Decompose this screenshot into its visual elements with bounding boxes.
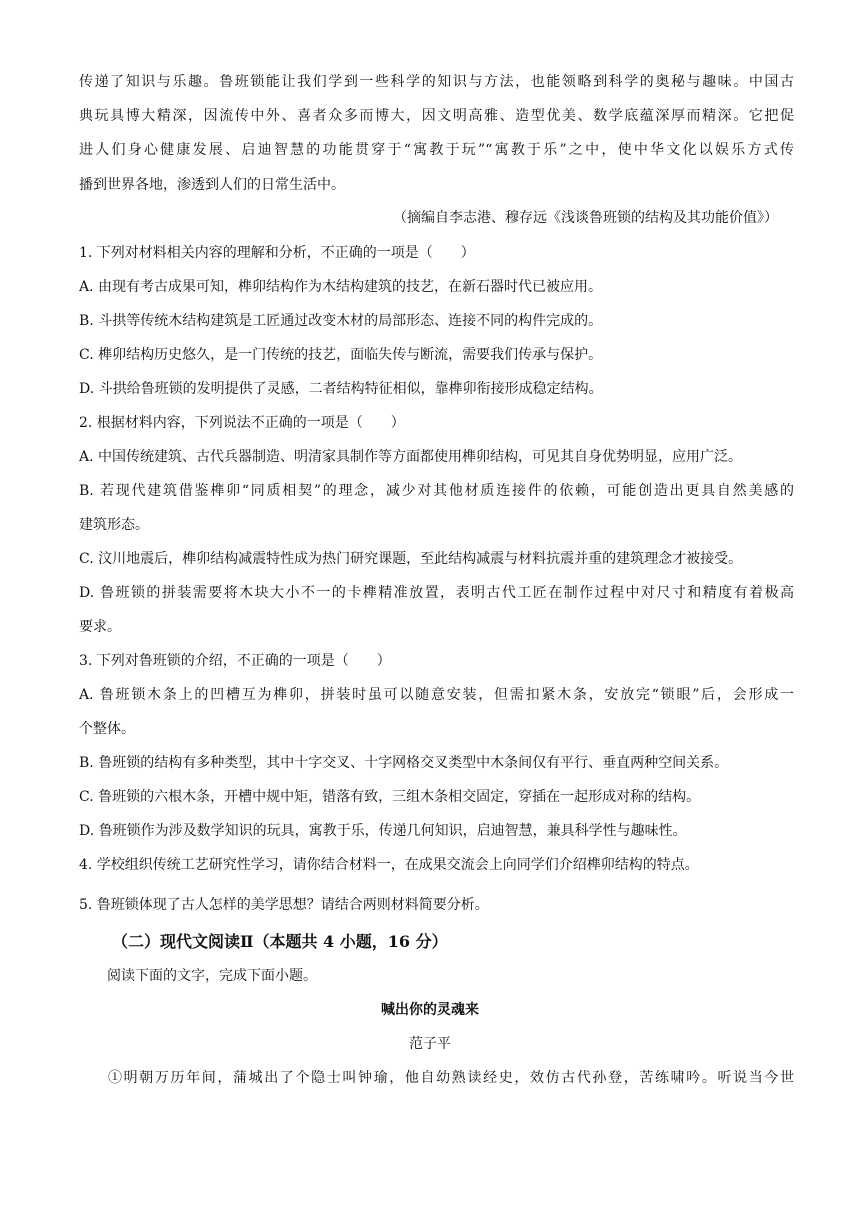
passage-line-3: 进人们身心健康发展、启迪智慧的功能贯穿于“寓教于玩”“寓教于乐”之中，使中华文化以娱乐方式传 — [79, 142, 794, 158]
question-1-option-d: D. 斗拱给鲁班锁的发明提供了灵感，二者结构特征相似，靠榫卯衔接形成稳定结构。 — [79, 381, 603, 397]
question-2-option-d-line-2: 要求。 — [79, 619, 121, 635]
question-3-option-d: D. 鲁班锁作为涉及数学知识的玩具，寓教于乐，传递几何知识，启迪智慧，兼具科学性与趣味性。 — [79, 823, 687, 839]
question-2-option-d-line-1: D. 鲁班锁的拼装需要将木块大小不一的卡榫精准放置，表明古代工匠在制作过程中对尺寸和精度有着极高 — [79, 585, 794, 601]
essay-author: 范子平 — [409, 1036, 451, 1052]
question-3-option-a-line-2: 个整体。 — [79, 721, 135, 737]
question-4: 4. 学校组织传统工艺研究性学习，请你结合材料一，在成果交流会上向同学们介绍榫卯结构的特点。 — [79, 857, 699, 873]
source-citation: （摘编自李志港、穆存远《浅谈鲁班锁的结构及其功能价值》） — [393, 210, 778, 226]
passage-line-2: 典玩具博大精深，因流传中外、喜者众多而博大，因文明高雅、造型优美、数学底蕴深厚而精深。它把促 — [79, 108, 794, 124]
question-2-option-b-line-2: 建筑形态。 — [79, 517, 149, 533]
question-2-option-c: C. 汶川地震后，榫卯结构减震特性成为热门研究课题，至此结构减震与材料抗震并重的建筑理念才被接受。 — [79, 551, 743, 567]
question-5: 5. 鲁班锁体现了古人怎样的美学思想？请结合两则材料简要分析。 — [79, 897, 489, 913]
question-1-option-a: A. 由现有考古成果可知，榫卯结构作为木结构建筑的技艺，在新石器时代已被应用。 — [79, 279, 603, 295]
passage-line-1: 传递了知识与乐趣。鲁班锁能让我们学到一些科学的知识与方法，也能领略到科学的奥秘与趣味。中国古 — [79, 74, 794, 90]
essay-title: 喊出你的灵魂来 — [381, 1002, 479, 1018]
question-3: 3. 下列对鲁班锁的介绍，不正确的一项是（ ） — [79, 653, 391, 669]
question-3-option-a-line-1: A. 鲁班锁木条上的凹槽互为榫卯，拼装时虽可以随意安装，但需扣紧木条，安放完“锁眼”后，会形成一 — [79, 687, 794, 703]
section-instruction: 阅读下面的文字，完成下面小题。 — [107, 968, 317, 984]
question-3-option-c: C. 鲁班锁的六根木条，开槽中规中矩，错落有致，三组木条相交固定，穿插在一起形成对称的结构。 — [79, 789, 701, 805]
essay-paragraph-1-line-1: ①明朝万历年间，蒲城出了个隐士叫钟瑜，他自幼熟读经史，效仿古代孙登，苦练啸吟。听说当今世 — [108, 1070, 794, 1086]
question-1-option-b: B. 斗拱等传统木结构建筑是工匠通过改变木材的局部形态、连接不同的构件完成的。 — [79, 313, 603, 329]
question-1-option-c: C. 榫卯结构历史悠久，是一门传统的技艺，面临失传与断流，需要我们传承与保护。 — [79, 347, 603, 363]
question-3-option-b: B. 鲁班锁的结构有多种类型，其中十字交叉、十字网格交叉类型中木条间仅有平行、垂直两种空间关系。 — [79, 755, 729, 771]
section-heading: （二）现代文阅读Ⅱ（本题共 4 小题，16 分） — [112, 932, 448, 951]
question-2-option-a: A. 中国传统建筑、古代兵器制造、明清家具制作等方面都使用榫卯结构，可见其自身优势明显，应用广泛。 — [79, 449, 743, 465]
question-2: 2. 根据材料内容，下列说法不正确的一项是（ ） — [79, 415, 405, 431]
question-1: 1. 下列对材料相关内容的理解和分析，不正确的一项是（ ） — [79, 245, 475, 261]
question-2-option-b-line-1: B. 若现代建筑借鉴榫卯“同质相契”的理念，减少对其他材质连接件的依赖，可能创造出更具自然美感的 — [79, 483, 794, 499]
passage-line-4: 播到世界各地，渗透到人们的日常生活中。 — [79, 177, 345, 193]
